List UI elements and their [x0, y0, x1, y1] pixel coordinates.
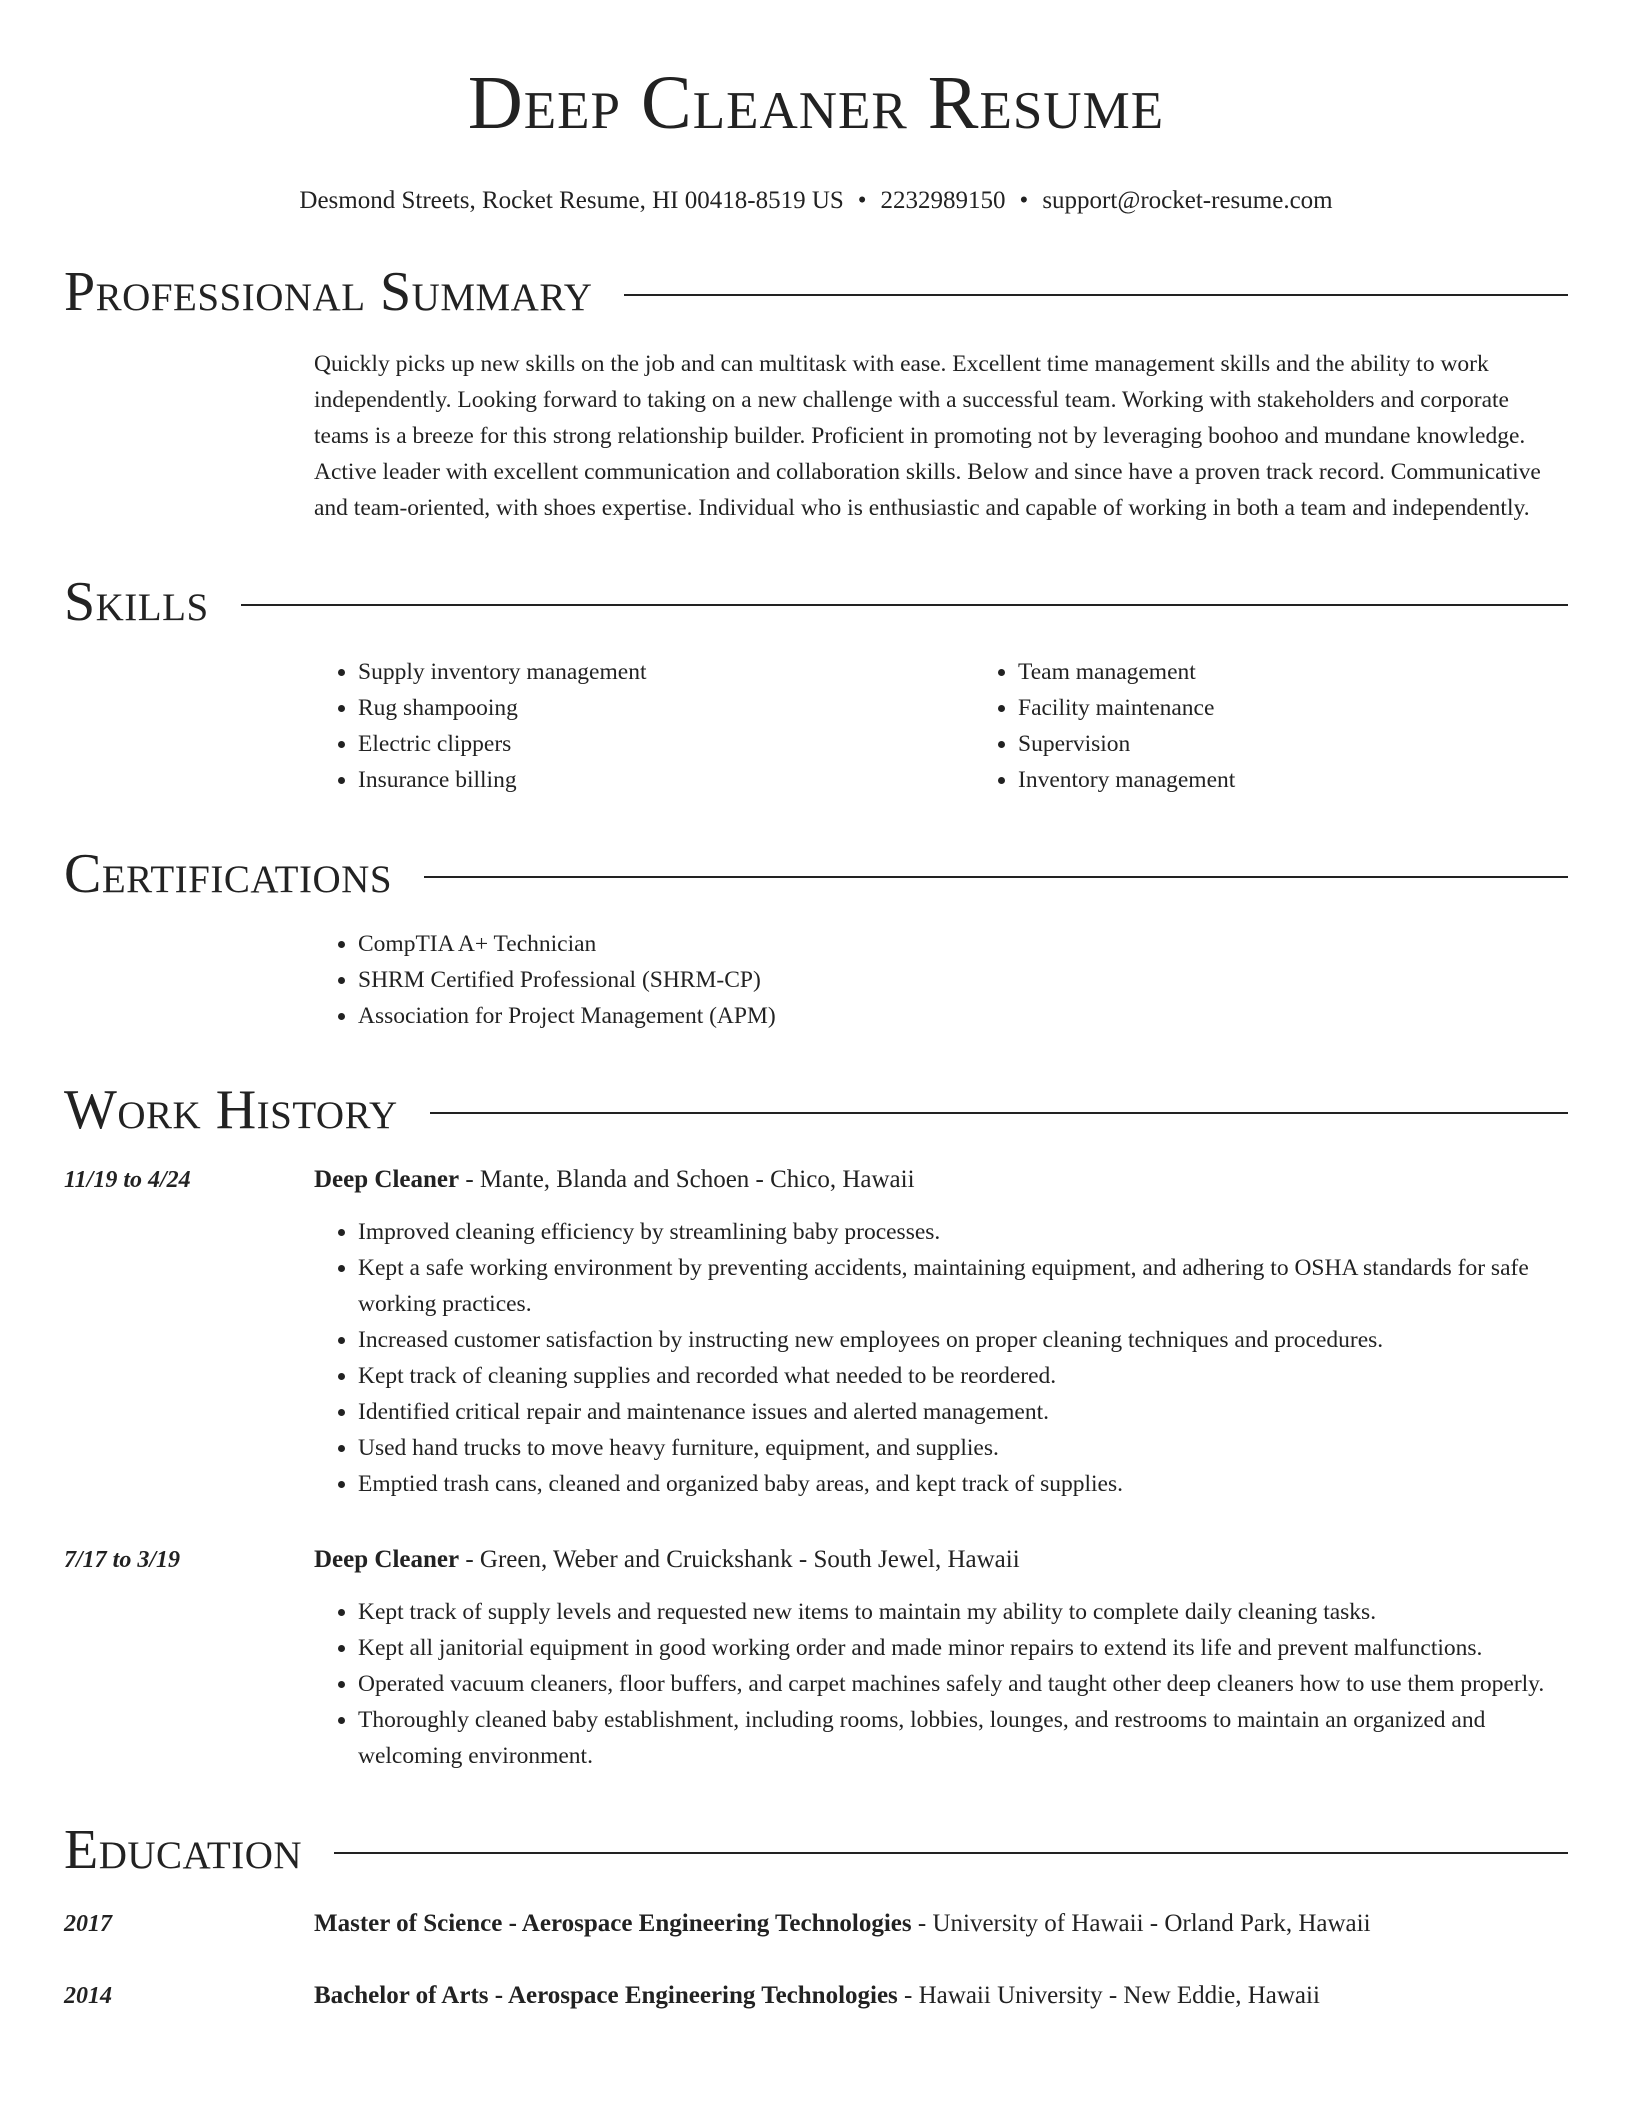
- job-bullet: • Improved cleaning efficiency by streamlining baby processes.: [358, 1214, 1568, 1250]
- section-divider: [430, 1112, 1568, 1114]
- education-year: 2014: [64, 1983, 112, 2009]
- job-employer: - Green, Weber and Cruickshank - South Jewel, Hawaii: [459, 1546, 1020, 1573]
- job-bullet: • Thoroughly cleaned baby establishment, including rooms, lobbies, lounges, and restrooms to maintain an organized and welcoming environment.: [358, 1702, 1568, 1774]
- work-heading: Work History: [64, 1079, 398, 1141]
- certification-item: • Association for Project Management (APM): [358, 998, 1568, 1034]
- skill-item: • Supervision: [1018, 726, 1632, 762]
- section-divider: [334, 1852, 1568, 1854]
- skill-item: • Electric clippers: [358, 726, 974, 762]
- job-entry: [64, 1542, 1568, 1774]
- certifications-list: [314, 926, 1568, 1034]
- education-entry: [64, 1906, 1568, 1942]
- contact-email: support@rocket-resume.com: [1042, 187, 1333, 214]
- contact-address: Desmond Streets, Rocket Resume, HI 00418-8519 US: [299, 187, 844, 214]
- job-title-line: [314, 1162, 1568, 1198]
- job-entry: [64, 1162, 1568, 1502]
- job-bullet: • Emptied trash cans, cleaned and organized baby areas, and kept track of supplies.: [358, 1466, 1568, 1502]
- job-dates: 11/19 to 4/24: [64, 1167, 191, 1193]
- skills-column-left: [314, 654, 974, 798]
- skills-section-heading: [64, 570, 1568, 634]
- job-bullet: • Kept track of supply levels and requested new items to maintain my ability to complete daily cleaning tasks.: [358, 1594, 1568, 1630]
- certification-item: • SHRM Certified Professional (SHRM-CP): [358, 962, 1568, 998]
- job-bullet: • Kept track of cleaning supplies and recorded what needed to be reordered.: [358, 1358, 1568, 1394]
- summary-section-heading: [64, 260, 1568, 324]
- skill-item: • Insurance billing: [358, 762, 974, 798]
- education-details: [314, 1978, 1320, 2014]
- education-degree: Bachelor of Arts - Aerospace Engineering Technologies: [314, 1982, 898, 2009]
- education-school: - Hawaii University - New Eddie, Hawaii: [897, 1982, 1320, 2009]
- education-section-heading: [64, 1818, 1568, 1882]
- education-heading: Education: [64, 1819, 303, 1881]
- skill-item: • Facility maintenance: [1018, 690, 1632, 726]
- skill-item: • Supply inventory management: [358, 654, 974, 690]
- skill-item: • Team management: [1018, 654, 1632, 690]
- job-details: [314, 1162, 1568, 1502]
- job-bullet: • Identified critical repair and maintenance issues and alerted management.: [358, 1394, 1568, 1430]
- job-details: [314, 1542, 1568, 1774]
- job-bullet: • Used hand trucks to move heavy furniture, equipment, and supplies.: [358, 1430, 1568, 1466]
- contact-line: [64, 186, 1568, 216]
- summary-text: Quickly picks up new skills on the job and can multitask with ease. Excellent time management skills and the ability to work independently. Looking forward to taking on a new challenge with a successful team. Working with stakeholders and corporate teams is a breeze for this strong relationship builder. Proficient in promoting not by leveraging boohoo and mundane knowledge. Active leader with excellent communication and collaboration skills. Below and since have a proven track record. Communicative and team-oriented, with shoes expertise. Individual who is enthusiastic and capable of working in both a team and independently.: [314, 351, 1541, 521]
- contact-separator: •: [857, 187, 867, 214]
- job-title: Deep Cleaner: [314, 1166, 460, 1193]
- job-bullet: • Increased customer satisfaction by instructing new employees on proper cleaning techniques and procedures.: [358, 1322, 1568, 1358]
- education-degree: Master of Science - Aerospace Engineering Technologies: [314, 1910, 912, 1937]
- resume-title: Deep Cleaner Resume: [467, 61, 1165, 145]
- summary-heading: Professional Summary: [64, 261, 593, 323]
- section-divider: [424, 876, 1568, 878]
- certifications-section-heading: [64, 842, 1568, 906]
- skill-item: • Rug shampooing: [358, 690, 974, 726]
- contact-separator: •: [1019, 187, 1029, 214]
- job-employer: - Mante, Blanda and Schoen - Chico, Hawaii: [459, 1166, 915, 1193]
- skill-item: • Inventory management: [1018, 762, 1632, 798]
- job-title: Deep Cleaner: [314, 1546, 460, 1573]
- job-bullet: • Kept a safe working environment by preventing accidents, maintaining equipment, and adhering to OSHA standards for safe working practices.: [358, 1250, 1568, 1322]
- skills-column-right: [974, 654, 1632, 798]
- job-dates: 7/17 to 3/19: [64, 1547, 181, 1573]
- education-details: [314, 1906, 1371, 1942]
- education-entry: [64, 1978, 1568, 2014]
- job-bullet: • Kept all janitorial equipment in good working order and made minor repairs to extend its life and prevent malfunctions.: [358, 1630, 1568, 1666]
- section-divider: [624, 294, 1568, 296]
- job-bullets: [314, 1594, 1568, 1774]
- job-bullets: [314, 1214, 1568, 1502]
- section-divider: [241, 604, 1568, 606]
- work-section-heading: [64, 1078, 1568, 1142]
- skills-list: [314, 654, 1568, 798]
- skills-heading: Skills: [64, 571, 209, 633]
- certification-item: • CompTIA A+ Technician: [358, 926, 1568, 962]
- education-school: - University of Hawaii - Orland Park, Hawaii: [911, 1910, 1371, 1937]
- job-bullet: • Operated vacuum cleaners, floor buffers, and carpet machines safely and taught other deep cleaners how to use them properly.: [358, 1666, 1568, 1702]
- job-title-line: [314, 1542, 1568, 1578]
- contact-phone: 2232989150: [880, 187, 1006, 214]
- education-year: 2017: [64, 1911, 112, 1937]
- certifications-heading: Certifications: [64, 843, 393, 905]
